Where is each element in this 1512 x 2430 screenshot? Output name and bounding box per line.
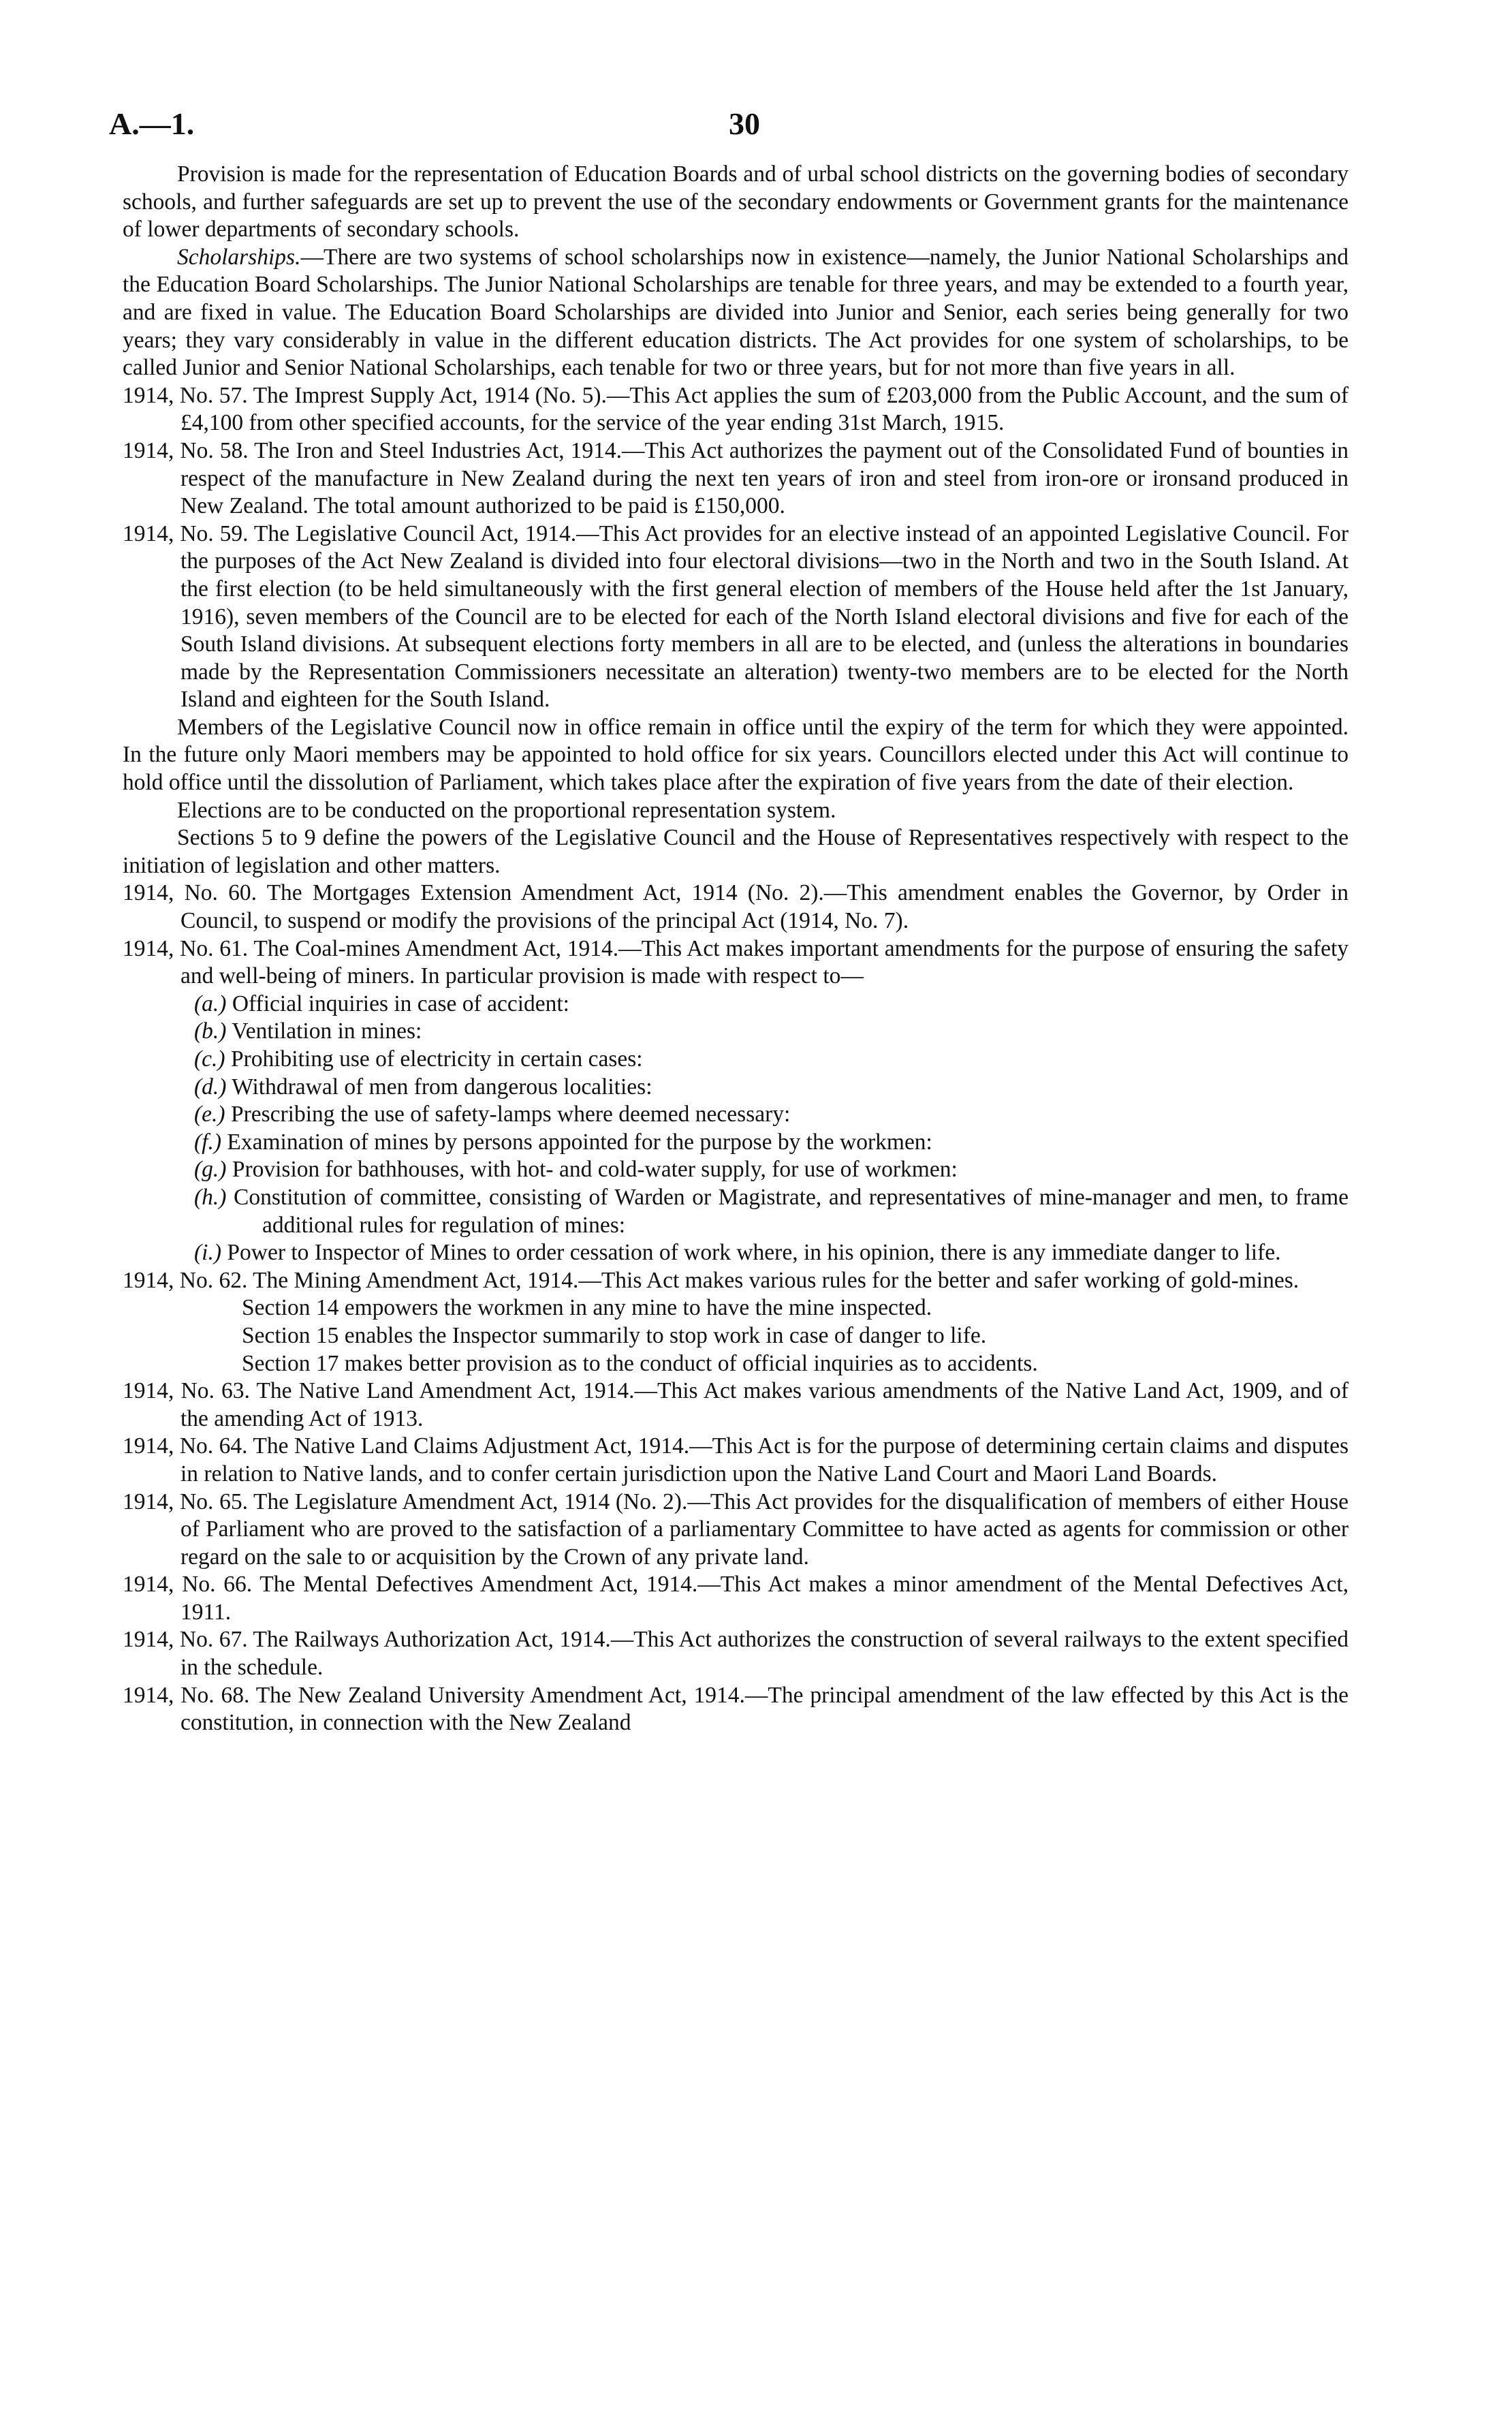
act-entry-68: 1914, No. 68. The New Zealand University Amendment Act, 1914.—The principal amendment of the law effected by this Act is the constitution, in connection with the New Zealand	[123, 1682, 1349, 1736]
list-item-label: (a.)	[194, 991, 227, 1016]
scholarships-text: —There are two systems of school scholarships now in existence—namely, the Junior National Scholarships and the Education Board Scholarships. The Junior National Scholarships are tenable for three years, and may be extended to a fourth year, and are fixed in value. The Education Board Scholarships are divided into Junior and Senior, each series being generally for two years; they vary considerably in value in the different education districts. The Act provides for one system of scholarships, to be called Junior and Senior National Scholarships, each tenable for two or three years, but for not more than five years in all.	[123, 244, 1349, 381]
coal-mines-provisions-list	[123, 991, 1349, 1267]
document-reference: A.—1.	[109, 106, 195, 141]
list-item-text: Prohibiting use of electricity in certain cases:	[230, 1046, 643, 1072]
list-item-text: Official inquiries in case of accident:	[232, 991, 569, 1016]
list-item-text: Prescribing the use of safety-lamps where deemed necessary:	[230, 1102, 791, 1127]
scholarships-paragraph	[123, 244, 1349, 382]
list-item-text: Examination of mines by persons appointed for the purpose by the workmen:	[227, 1129, 932, 1155]
act-entry-63: 1914, No. 63. The Native Land Amendment Act, 1914.—This Act makes various amendments of the Native Land Act, 1909, and of the amending Act of 1913.	[123, 1378, 1349, 1431]
list-item-label: (h.)	[194, 1184, 227, 1210]
list-item	[123, 1101, 1349, 1129]
list-item	[123, 1046, 1349, 1074]
act-entry-58: 1914, No. 58. The Iron and Steel Industries Act, 1914.—This Act authorizes the payment out of the Consolidated Fund of bounties in respect of the manufacture in New Zealand during the next ten years of iron and steel from iron-ore or ironsand produced in New Zealand. The total amount authorized to be paid is £150,000.	[123, 437, 1349, 519]
list-item-text: Power to Inspector of Mines to order cessation of work where, in his opinion, there is any immediate danger to life.	[227, 1240, 1281, 1266]
act-entry-60: 1914, No. 60. The Mortgages Extension Amendment Act, 1914 (No. 2).—This amendment enables the Governor, by Order in Council, to suspend or modify the provisions of the principal Act (1914, No. 7).	[123, 880, 1349, 934]
list-item-label: (f.)	[194, 1129, 221, 1155]
act-entry-62: 1914, No. 62. The Mining Amendment Act, 1914.—This Act makes various rules for the better and safer working of gold-mines.	[123, 1267, 1300, 1293]
act-59-paragraph-2: Members of the Legislative Council now in office remain in office until the expiry of the term for which they were appointed. In the future only Maori members may be appointed to hold office for six years. Councillors elected under this Act will continue to hold office until the dissolution of Parliament, which takes place after the expiration of five years from the date of their election.	[123, 714, 1349, 796]
list-item-label: (g.)	[194, 1157, 227, 1183]
list-item-label: (d.)	[194, 1074, 227, 1100]
list-item	[123, 1074, 1349, 1102]
act-59-paragraph-4: Sections 5 to 9 define the powers of the Legislative Council and the House of Representatives respectively with respect to the initiation of legislation and other matters.	[123, 825, 1349, 878]
act-entry-67: 1914, No. 67. The Railways Authorization Act, 1914.—This Act authorizes the construction of several railways to the extent specified in the schedule.	[123, 1627, 1349, 1681]
list-item	[123, 991, 1349, 1018]
list-item	[123, 1018, 1349, 1046]
list-item-text: Withdrawal of men from dangerous localities:	[232, 1074, 652, 1100]
list-item-label: (b.)	[194, 1018, 227, 1044]
act-entry-64: 1914, No. 64. The Native Land Claims Adjustment Act, 1914.—This Act is for the purpose of determining certain claims and disputes in relation to Native lands, and to confer certain jurisdiction upon the Native Land Court and Maori Land Boards.	[123, 1433, 1349, 1486]
list-item-text: Constitution of committee, consisting of Warden or Magistrate, and representatives of mine-manager and men, to frame additional rules for regulation of mines:	[234, 1184, 1349, 1238]
list-item-text: Provision for bathhouses, with hot- and cold-water supply, for use of workmen:	[232, 1157, 958, 1183]
act-entry-65: 1914, No. 65. The Legislature Amendment Act, 1914 (No. 2).—This Act provides for the disqualification of members of either House of Parliament who are proved to the satisfaction of a parliamentary Committee to have acted as agents for commission or other regard on the sale to or acquisition by the Crown of any private land.	[123, 1489, 1349, 1570]
page-number: 30	[729, 106, 760, 141]
list-item	[123, 1239, 1349, 1267]
page-body	[123, 161, 1349, 1737]
list-item-label: (e.)	[194, 1102, 225, 1127]
list-item	[123, 1129, 1349, 1157]
list-item	[123, 1156, 1349, 1184]
scholarships-heading: Scholarships.	[177, 244, 301, 270]
list-item-label: (i.)	[194, 1240, 221, 1266]
act-62-section-15: Section 15 enables the Inspector summarily to stop work in case of danger to life.	[242, 1322, 987, 1348]
act-entry-61: 1914, No. 61. The Coal-mines Amendment Act, 1914.—This Act makes important amendments for the purpose of ensuring the safety and well-being of miners. In particular provision is made with respect to—	[123, 935, 1349, 989]
act-59-paragraph-3: Elections are to be conducted on the proportional representation system.	[177, 797, 836, 823]
act-entry-66: 1914, No. 66. The Mental Defectives Amendment Act, 1914.—This Act makes a minor amendment of the Mental Defectives Act, 1911.	[123, 1572, 1349, 1625]
intro-paragraph: Provision is made for the representation of Education Boards and of urbal school districts on the governing bodies of secondary schools, and further safeguards are set up to prevent the use of the secondary endowments or Government grants for the maintenance of lower departments of secondary schools.	[123, 161, 1349, 243]
act-entry-59: 1914, No. 59. The Legislative Council Act, 1914.—This Act provides for an elective instead of an appointed Legislative Council. For the purposes of the Act New Zealand is divided into four electoral divisions—two in the North and two in the South Island. At the first election (to be held simultaneously with the first general election of members of the House held after the 1st January, 1916), seven members of the Council are to be elected for each of the North Island electoral divisions and five for each of the South Island divisions. At subsequent elections forty members in all are to be elected, and (unless the alterations in boundaries made by the Representation Commissioners necessitate an alteration) twenty-two members are to be elected for the North Island and eighteen for the South Island.	[123, 520, 1349, 713]
page-header	[109, 106, 1403, 146]
list-item-text: Ventilation in mines:	[232, 1018, 422, 1044]
act-62-section-14: Section 14 empowers the workmen in any mine to have the mine inspected.	[242, 1295, 932, 1321]
act-62-section-17: Section 17 makes better provision as to the conduct of official inquiries as to accidents.	[242, 1350, 1038, 1376]
list-item-label: (c.)	[194, 1046, 225, 1072]
act-entry-57: 1914, No. 57. The Imprest Supply Act, 1914 (No. 5).—This Act applies the sum of £203,000 from the Public Account, and the sum of £4,100 from other specified accounts, for the service of the year ending 31st March, 1915.	[123, 382, 1349, 436]
list-item	[123, 1184, 1349, 1239]
